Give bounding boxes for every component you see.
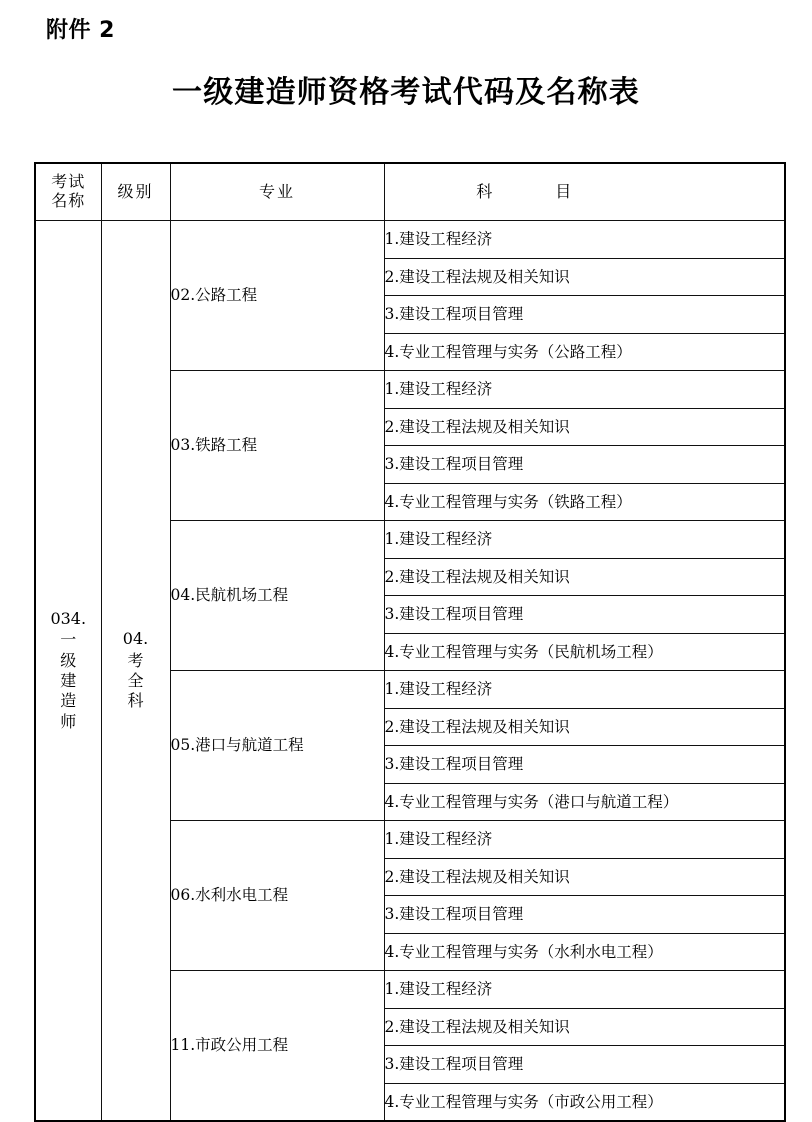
header-subject-char2: 目 <box>555 181 573 201</box>
subject-cell: 1.建设工程经济 <box>384 521 785 559</box>
header-level <box>101 163 170 221</box>
page-title: 一级建造师资格考试代码及名称表 <box>172 75 640 110</box>
subject-cell: 2.建设工程法规及相关知识 <box>384 858 785 896</box>
level-char: 全 <box>127 671 144 690</box>
header-major-label: 专业 <box>258 181 295 201</box>
header-exam-name-line2: 名称 <box>51 191 86 210</box>
table-header-row <box>35 163 785 221</box>
header-exam-name <box>35 163 101 221</box>
exam-name-char: 级 <box>60 650 77 670</box>
subject-cell: 4.专业工程管理与实务（市政公用工程） <box>384 1083 785 1121</box>
major-cell: 06.水利水电工程 <box>170 821 384 971</box>
header-major <box>170 163 384 221</box>
subject-cell: 2.建设工程法规及相关知识 <box>384 558 785 596</box>
subject-cell: 3.建设工程项目管理 <box>384 1046 785 1084</box>
subject-cell: 2.建设工程法规及相关知识 <box>384 408 785 446</box>
exam-code-table-wrapper <box>34 162 784 1122</box>
exam-code-table <box>34 162 786 1122</box>
subject-cell: 2.建设工程法规及相关知识 <box>384 258 785 296</box>
header-exam-name-line1: 考试 <box>51 172 86 192</box>
exam-name-char: 师 <box>60 711 77 731</box>
header-subject <box>384 163 785 221</box>
major-cell: 03.铁路工程 <box>170 371 384 521</box>
subject-cell: 1.建设工程经济 <box>384 671 785 709</box>
major-cell: 11.市政公用工程 <box>170 971 384 1122</box>
subject-cell: 4.专业工程管理与实务（民航机场工程） <box>384 633 785 671</box>
major-cell: 05.港口与航道工程 <box>170 671 384 821</box>
subject-cell: 3.建设工程项目管理 <box>384 296 785 334</box>
subject-cell: 2.建设工程法规及相关知识 <box>384 1008 785 1046</box>
subject-cell: 3.建设工程项目管理 <box>384 596 785 634</box>
exam-name-char: 建 <box>60 671 77 690</box>
subject-cell: 4.专业工程管理与实务（港口与航道工程） <box>384 783 785 821</box>
exam-name-code: 034. <box>50 608 87 628</box>
subject-cell: 1.建设工程经济 <box>384 221 785 259</box>
header-level-label: 级别 <box>117 181 154 201</box>
exam-name-char: 造 <box>60 691 77 711</box>
subject-cell: 4.专业工程管理与实务（公路工程） <box>384 333 785 371</box>
subject-cell: 4.专业工程管理与实务（水利水电工程） <box>384 933 785 971</box>
level-char: 考 <box>127 650 144 670</box>
header-subject-label <box>385 182 785 203</box>
attachment-label: 附件 2 <box>46 18 115 43</box>
level-char: 科 <box>127 691 144 711</box>
table-row <box>35 221 785 259</box>
subject-cell: 1.建设工程经济 <box>384 371 785 409</box>
header-subject-char1: 科 <box>476 181 494 201</box>
level-code: 04. <box>122 629 149 649</box>
subject-cell: 1.建设工程经济 <box>384 821 785 859</box>
level-cell <box>101 221 170 1122</box>
subject-cell: 1.建设工程经济 <box>384 971 785 1009</box>
table-body <box>35 163 785 1121</box>
level-vertical-stack <box>102 629 170 712</box>
exam-name-char: 一 <box>60 630 77 650</box>
exam-name-cell <box>35 221 101 1122</box>
major-cell: 02.公路工程 <box>170 221 384 371</box>
subject-cell: 2.建设工程法规及相关知识 <box>384 708 785 746</box>
subject-cell: 3.建设工程项目管理 <box>384 446 785 484</box>
major-cell: 04.民航机场工程 <box>170 521 384 671</box>
subject-cell: 3.建设工程项目管理 <box>384 746 785 784</box>
subject-cell: 4.专业工程管理与实务（铁路工程） <box>384 483 785 521</box>
exam-name-vertical-stack <box>36 609 101 733</box>
subject-cell: 3.建设工程项目管理 <box>384 896 785 934</box>
